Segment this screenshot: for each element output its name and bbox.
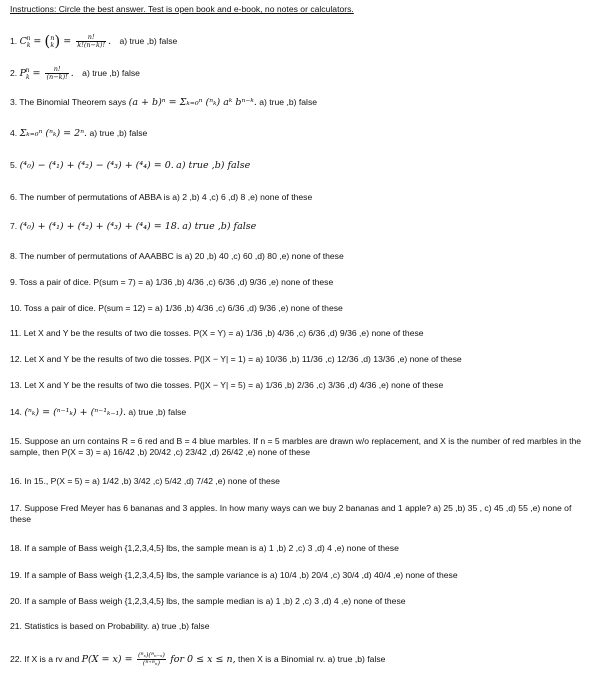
q5-answer: a) true ,b) false	[176, 160, 251, 171]
question-9: 9. Toss a pair of dice. P(sum = 7) = a) 1/36 ,b) 4/36 ,c) 6/36 ,d) 9/36 ,e) none of these	[10, 277, 334, 287]
q2-number: 2.	[10, 68, 18, 79]
q22-fraction: $\frac{\text{(ᴿₓ)(ᴮₙ₋ₓ)}}{\text{(ᴿ⁺ᴮₙ)}}$	[137, 651, 165, 667]
q2-formula: $P_k^n$ = $\frac{n!}{(n-k)!}$ .	[19, 65, 74, 82]
q2-answer: a) true ,b) false	[82, 68, 140, 79]
q1-answer: a) true ,b) false	[119, 36, 178, 47]
q5-formula: (⁴₀) − (⁴₁) + (⁴₂) − (⁴₃) + (⁴₄) = 0.	[19, 160, 174, 171]
q14-formula: (ⁿₖ) = (ⁿ⁻¹ₖ) + (ⁿ⁻¹ₖ₋₁).	[24, 407, 127, 418]
question-2	[10, 65, 594, 83]
q22-lhs: P(X = x) =	[81, 653, 133, 665]
q22-prefix: 22. If X is a rv and	[10, 653, 80, 664]
question-12: 12. Let X and Y be the results of two die tosses. P(|X − Y| = 1) = a) 10/36 ,b) 11/36 ,c) 12/36 ,d) 13/36 ,e) none of these	[10, 354, 462, 364]
q7-number: 7.	[10, 221, 18, 231]
question-11: 11. Let X and Y be the results of two die tosses. P(X = Y) = a) 1/36 ,b) 4/36 ,c) 6/36 ,d) 9/36 ,e) none of these	[10, 328, 424, 338]
question-5	[10, 160, 594, 171]
q3-answer: a) true ,b) false	[259, 97, 318, 107]
question-22	[10, 652, 594, 667]
question-13: 13. Let X and Y be the results of two die tosses. P(|X − Y| = 5) = a) 1/36 ,b) 2/36 ,c) 3/36 ,d) 4/36 ,e) none of these	[10, 380, 444, 390]
q3-prefix: 3. The Binomial Theorem says	[10, 97, 127, 107]
question-20: 20. If a sample of Bass weigh {1,2,3,4,5} lbs, the sample median is a) 1 ,b) 2 ,c) 3 ,d) 4 ,e) none of these	[10, 596, 406, 606]
question-17: 17. Suppose Fred Meyer has 6 bananas and 3 apples. In how many ways can we buy 2 bananas and 1 apple? a) 25 ,b) 35 , c) 45 ,d) 55 ,e) none of these	[10, 503, 572, 524]
q14-answer: a) true ,b) false	[128, 407, 187, 417]
question-4	[10, 128, 594, 139]
question-3	[10, 97, 594, 108]
question-19: 19. If a sample of Bass weigh {1,2,3,4,5} lbs, the sample variance is a) 10/4 ,b) 20/4 ,c) 30/4 ,d) 40/4 ,e) none of these	[10, 570, 458, 580]
question-15: 15. Suppose an urn contains R = 6 red and B = 4 blue marbles. If n = 5 marbles are drawn w/o replacement, and X is the number of red marbles in the sample, then P(X = 3) = a) 16/42 ,b) 20/42 ,c) 23/42 ,d) 26/42 ,e) none of these	[10, 436, 582, 457]
question-16: 16. In 15., P(X = 5) = a) 1/42 ,b) 3/42 ,c) 5/42 ,d) 7/42 ,e) none of these	[10, 476, 280, 486]
question-8: 8. The number of permutations of AAABBC is a) 20 ,b) 40 ,c) 60 ,d) 80 ,e) none of these	[10, 251, 344, 261]
question-21: 21. Statistics is based on Probability. a) true ,b) false	[10, 621, 210, 631]
q7-formula: (⁴₀) + (⁴₁) + (⁴₂) + (⁴₃) + (⁴₄) = 18.	[19, 221, 180, 232]
q22-condition: for 0 ≤ x ≤ n,	[170, 653, 236, 665]
question-6: 6. The number of permutations of ABBA is a) 2 ,b) 4 ,c) 6 ,d) 8 ,e) none of these	[10, 192, 313, 202]
q4-formula: Σₖ₌₀ⁿ (ⁿₖ) = 2ⁿ.	[19, 128, 88, 139]
question-7	[10, 221, 594, 232]
q1-number: 1.	[10, 36, 18, 47]
question-10: 10. Toss a pair of dice. P(sum = 12) = a) 1/36 ,b) 4/36 ,c) 6/36 ,d) 9/36 ,e) none of these	[10, 303, 343, 313]
q5-number: 5.	[10, 160, 18, 170]
question-1	[10, 33, 594, 51]
question-14	[10, 407, 594, 418]
q7-answer: a) true ,b) false	[182, 221, 257, 232]
q4-number: 4.	[10, 128, 18, 138]
q4-answer: a) true ,b) false	[89, 128, 148, 138]
q14-number: 14.	[10, 407, 22, 417]
question-18: 18. If a sample of Bass weigh {1,2,3,4,5} lbs, the sample mean is a) 1 ,b) 2 ,c) 3 ,d) 4 ,e) none of these	[10, 543, 399, 553]
q22-answer: then X is a Binomial rv. a) true ,b) false	[238, 653, 386, 664]
q1-formula: $C_k^n$ = ( n k ) = $\frac{n!}{k!(n-k)!}$ .	[19, 32, 112, 51]
q3-formula: (a + b)ⁿ = Σₖ₌₀ⁿ (ⁿₖ) aᵏ bⁿ⁻ᵏ.	[128, 97, 257, 108]
instructions: Instructions: Circle the best answer. Test is open book and e-book, no notes or calculators.	[10, 4, 354, 14]
